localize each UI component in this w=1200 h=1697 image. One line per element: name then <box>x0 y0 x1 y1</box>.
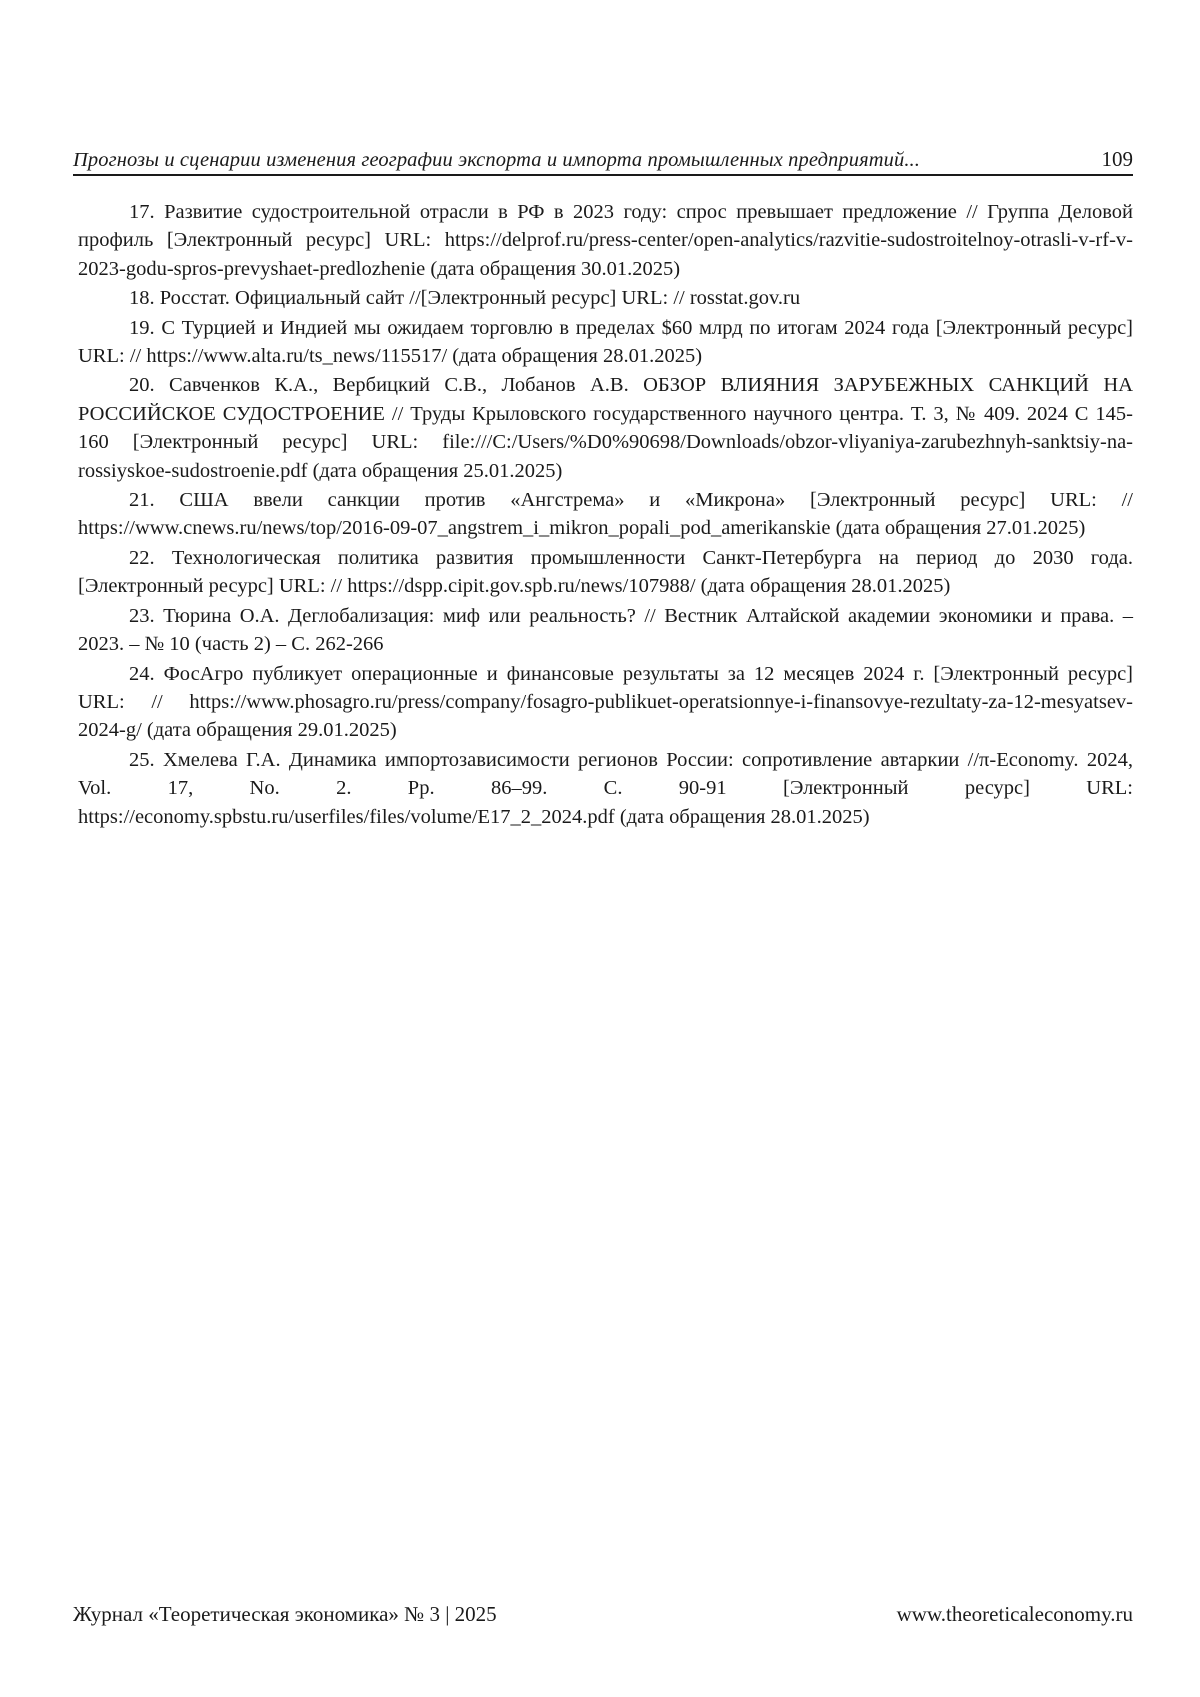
journal-name: Журнал «Теоретическая экономика» № 3 | 2025 <box>73 1602 497 1626</box>
reference-item <box>78 746 1133 831</box>
reference-number: 19. <box>129 316 155 339</box>
reference-item <box>78 284 1133 312</box>
reference-number: 25. <box>129 748 155 771</box>
reference-item <box>78 198 1133 283</box>
reference-item <box>78 371 1133 485</box>
reference-text: США ввели санкции против «Ангстрема» и «Микрона» [Электронный ресурс] URL: // https://www.cnews.ru/news/top/2016-09-07_angstrem_i_mikron_popali_pod_amerikanskie (дата обращения 27.01.2025) <box>78 489 1134 540</box>
reference-list <box>78 198 1133 832</box>
reference-number: 20. <box>129 374 155 397</box>
running-header <box>73 140 1133 176</box>
reference-number: 17. <box>129 201 155 223</box>
running-title: Прогнозы и сценарии изменения географии экспорта и импорта промышленных предприятий... <box>73 149 920 171</box>
reference-number: 22. <box>129 546 155 569</box>
journal-website: www.theoreticaleconomy.ru <box>896 1602 1133 1626</box>
reference-text: Хмелева Г.А. Динамика импортозависимости регионов России: сопротивление автаркии //π-Economy. 2024, Vol. 17, No. 2. Pp. 86–99. С. 90-91 [Электронный ресурс] URL: https://economy.spbstu.ru/userfiles/files/volume/E17_2_2024.pdf (дата обращения 28.01.2025) <box>78 748 1134 828</box>
reference-item <box>78 602 1133 659</box>
reference-item <box>78 660 1133 745</box>
reference-item <box>78 486 1133 543</box>
reference-text: Савченков К.А., Вербицкий С.В., Лобанов А.В. ОБЗОР ВЛИЯНИЯ ЗАРУБЕЖНЫХ САНКЦИЙ НА РОССИЙСКОЕ СУДОСТРОЕНИЕ // Труды Крыловского государственного научного центра. Т. 3, № 409. 2024 С 145- 160 [Электронный ресурс] URL: file:///C:/Users/%D0%90698/Downloads/obzor-vliyaniya-zarubezhnyh-sanktsiy-na-rossiyskoe-sudostroenie.pdf (дата обращения 25.01.2025) <box>78 374 1133 482</box>
reference-text: Росстат. Официальный сайт //[Электронный ресурс] URL: // rosstat.gov.ru <box>159 287 801 310</box>
reference-number: 18. <box>129 287 155 310</box>
reference-number: 21. <box>129 489 155 512</box>
reference-item <box>78 544 1133 601</box>
reference-item <box>78 314 1133 371</box>
page-footer <box>73 1602 1133 1627</box>
reference-number: 23. <box>129 604 155 627</box>
page-number: 109 <box>1101 147 1133 171</box>
reference-number: 24. <box>129 662 155 685</box>
reference-text: ФосАгро публикует операционные и финансовые результаты за 12 месяцев 2024 г. [Электронный ресурс] URL: // https://www.phosagro.ru/press/company/fosagro-publikuet-operatsionnye-i-finansovye-rezultaty-za-12-mesyatsev-2024-g/ (дата обращения 29.01.2025) <box>78 662 1134 742</box>
reference-text: Технологическая политика развития промышленности Санкт-Петербурга на период до 2030 года. [Электронный ресурс] URL: // https://dspp.cipit.gov.spb.ru/news/107988/ (дата обращения 28.01.2025) <box>78 546 1133 598</box>
reference-text: С Турцией и Индией мы ожидаем торговлю в пределах $60 млрд по итогам 2024 года [Электронный ресурс] URL: // https://www.alta.ru/ts_news/115517/ (дата обращения 28.01.2025) <box>78 316 1134 368</box>
reference-text: Тюрина О.А. Деглобализация: миф или реальность? // Вестник Алтайской академии экономики и права. – 2023. – № 10 (часть 2) – С. 262-266 <box>78 604 1134 656</box>
reference-text: Развитие судостроительной отрасли в РФ в 2023 году: спрос превышает предложение // Группа Деловой профиль [Электронный ресурс] URL: https://delprof.ru/press-center/open-analytics/razvitie-sudostroitelnoy-otrasli-v-rf-v-2023-godu-spros-prevyshaet-predlozhenie (дата обращения 30.01.2025) <box>78 201 1134 280</box>
